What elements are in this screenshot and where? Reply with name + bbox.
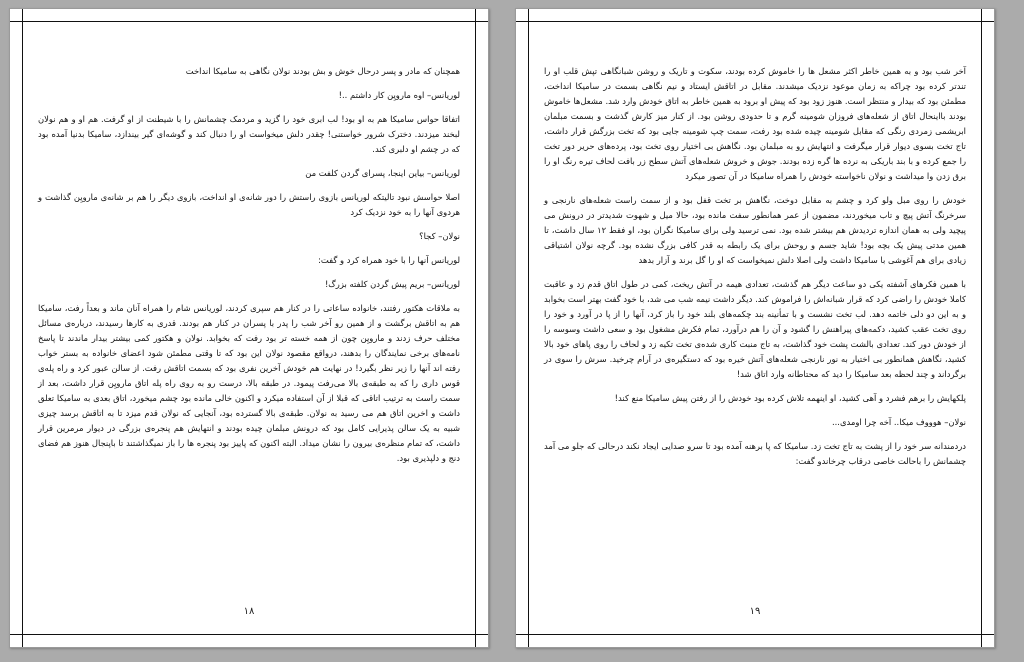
crop-mark <box>969 9 982 21</box>
crop-mark <box>982 634 994 635</box>
paragraph: آخر شب بود و به همین خاطر اکثر مشعل ها را خاموش کرده بودند، سکوت و تاریک و روشن شبانگاهی تپش قلب او را تندتر کرده بود چراکه به زمان موعود نزدیک میشدند. مقابل در اتاقش ایستاد و نیم نگاهی بسمت در سامیکا انداخت، مطمئن بود که بیدار و منتظر است. هنوز زود بود که پیش او برود به همین خاطر به اتاق خودش وارد شد. مشعل‌ها خاموش بودند بااینحال اتاق از شعله‌های فروزان شومینه گرم و تا حدودی روشن بود. از کنار میز کارش گذشت و بسمت مبلمان ابریشمی زمردی رنگی که مقابل شومینه چیده شده بود رفت، سمت چپ شومینه جایی بود که تخت بزرگش قرار داشت، تاج تخت بسوی دیوار قرار میگرفت و انتهایش رو به مبلمان بود. نگاهش بی اختیار روی تخت بود، پرده‌های حریر دور تخت را جمع کرده و با بند باریکی به نرده ها گره زده بودند. جوش و خروش شعله‌های آتش سطح زر بافت لحاف تیره رنگ او را برق زدن وا میداشت و نولان ناخواسته خودش را همراه سامیکا در آن تصور میکرد <box>544 66 966 181</box>
crop-mark <box>463 635 476 647</box>
paragraph: نولان– هوووف میکا.. آخه چرا اومدی... <box>831 417 966 427</box>
crop-mark <box>969 635 982 647</box>
paragraph: لوریانس– بیاین اینجا، پسرای گردن کلفت من <box>305 168 460 178</box>
crop-mark <box>516 634 528 635</box>
crop-mark <box>22 635 35 647</box>
book-page-left <box>9 8 489 648</box>
paragraph: اصلا حواسش نبود تالیتکه لوریانس بازوی راستش را دور شانه‌ی او انداخت، بازوی دیگر را هم بر شانه‌ی مارویِن گذاشت و هردوی آنها را به خود نزدیک کرد <box>38 192 460 217</box>
paragraph: به ملاقات هکتور رفتند، خانواده ساعاتی را در کنار هم سپری کردند، لوریانس شام را همراه آنان ماند و بعداً رفت، سامیکا هم به اتاقش برگشت و از همین رو آخر شب را پدر با پسران در کنار هم بودند. قدری به کارها رسیدند، درباره‌ی مسائل مختلف حرف زدند و مارویِن چون از همه خسته تر بود رفت که بخوابد. نولان و هکتور کمی بیشتر بیدار ماندند تا پاسخ نامه‌های برخی نمایندگان را بدهند، درواقع مقصود نولان این بود که تا وقتی مطمئن شود اعضای خانواده به بستر خواب رفته اند آنها را زیر نظر بگیرد! در نهایت هم خودش آخرین نفری بود که بسمت اتاقش رفت. از سالن عبور کرد و راه پله‌ی قوس داری را که به طبقه‌ی بالا می‌رفت پیمود. در طبقه بالا، درست رو به روی راه پله اتاق مارویِن قرار داشت، بعد از سمت راست به ترتیب اتاقی که قبلا از آن استفاده میکرد و اکنون خالی مانده بود چشم میخورد، اتاق بعدی به سامیکا تعلق داشت و اخرین اتاق هم می رسید به نولان. طبقه‌ی بالا گسترده بود، آنجایی که نولان قدم میزد تا به اتاقش برسد چیزی شبیه به یک سالن پذیرایی کامل بود که درونش مبلمان چیده بودند و انتهایش هم پنجره‌ی بزرگی در دیوار مرمرین قرار داشت، که تمام منظره‌ی بیرون را نشان میداد. البته اکنون که پاییز بود پنجره ها را باز نمیگذاشتند تا باپنجال هنوز هم فضای دنج و دلپذیری بود. <box>38 303 460 463</box>
page-body <box>38 64 460 475</box>
page-body <box>544 64 966 478</box>
crop-mark <box>516 21 528 22</box>
crop-mark <box>476 21 488 22</box>
crop-mark <box>982 21 994 22</box>
paragraph: دردمندانه سر خود را از پشت به تاج تخت زد. سامیکا که پا برهنه آمده بود تا سرو صدایی ایجاد نکند درحالی که جلو می آمد چشمانش را باحالت خاصی درقاب چرخاندو گفت: <box>544 441 966 466</box>
crop-mark <box>10 634 22 635</box>
paragraph: با همین فکرهای آشفته یکی دو ساعت دیگر هم گذشت، تعدادی هیمه در آتش ریخت، کمی در طول اتاق قدم زد و عاقبت کاملا خودش را راضی کرد که قرار شبانه‌اش را فراموش کند. دیگر داشت نیمه شب می شد، با خود گفت بهتر است بخوابد و به این دو دلی خاتمه دهد. لب تخت نشست و با تمأنینه بند چکمه‌های بلند خود را باز کرد، آنها را از پا در آورد و خود را روی تخت عقب کشید، دکمه‌های پیراهنش را گشود و آن را هم درآورد، تمام فکرش مشغول بود و سعی داشت وسوسه را از خودش دور کند. تعدادی بالشت پشت خود گذاشت، به تاج منبت کاری شده‌ی تخت تکیه زد و لحاف را روی پاهای خود بالا کشید، نگاهش همانطور بی اختیار به نور نارنجی شعله‌های آتش خیره بود که دستگیره‌ی در آرام چرخید. سرش را سوی در برگرداند و چند لحظه بعد سامیکا را دید که محتاطانه وارد اتاق شد! <box>544 279 966 379</box>
page-number: ۱۹ <box>749 606 761 617</box>
paragraph: نولان– کجا؟ <box>419 231 460 241</box>
crop-mark <box>22 9 35 21</box>
paragraph: لوریانس– بریم پیش گردن کلفته بزرگ! <box>324 279 460 289</box>
paragraph: خودش را روی مبل ولو کرد و چشم به مقابل دوخت، نگاهش بر تخت قفل بود و از سمت راست شعله‌های نارنجی و سرخرنگ آتش پیچ و تاب میخوردند، مضمون از عمر همانطور سفت مانده بود، حالا میل و شهوت شدیدتر در درونش می پیچید ولی به همان اندازه تردیدش هم بیشتر شده بود. نمی ترسید ولی برای سامیکا نگران بود، او فقط ۱۲ سال داشت، تا همین مدتی پیش یک بچه بود! شاید جسم و روحش برای یک رابطه به قدر کافی بزرگ نشده بود. گرچه نولان اشتیاقی زیادی برای هم آغوشی با سامیکا داشت ولی اصلا دلش نمیخواست که او را گل برند و آزار بدهد <box>544 195 967 265</box>
crop-mark <box>528 635 541 647</box>
paragraph: اتفاقا حواس سامیکا هم به او بود! لب ابری خود را گزید و مردمک چشمانش را با شیطنت از او گرفت. هم او و هم نولان لبخند میزدند. دخترک شرور خواستنی! چقدر دلش میخواست او را دنبال کند و گوشه‌ای گیر بیندازد، سامیکا بدنیا آمده بود که در چشم او دلبری کند. <box>38 114 460 154</box>
crop-mark <box>528 9 541 21</box>
paragraph: پلکهایش را برهم فشرد و آهی کشید، او اینهمه تلاش کرده بود خودش را از رفتن پیش سامیکا منع کند! <box>614 393 966 403</box>
crop-mark <box>10 21 22 22</box>
page-number: ۱۸ <box>243 606 255 617</box>
book-page-right <box>515 8 995 648</box>
paragraph: لوریانس– اوه مارویِن کار داشتم ..! <box>338 90 460 100</box>
paragraph: لوریانس آنها را با خود همراه کرد و گفت: <box>318 255 460 265</box>
paragraph: همچنان که مادر و پسر درحال خوش و بش بودند نولان نگاهی به سامیکا انداخت <box>185 66 460 76</box>
crop-mark <box>463 9 476 21</box>
crop-mark <box>476 634 488 635</box>
